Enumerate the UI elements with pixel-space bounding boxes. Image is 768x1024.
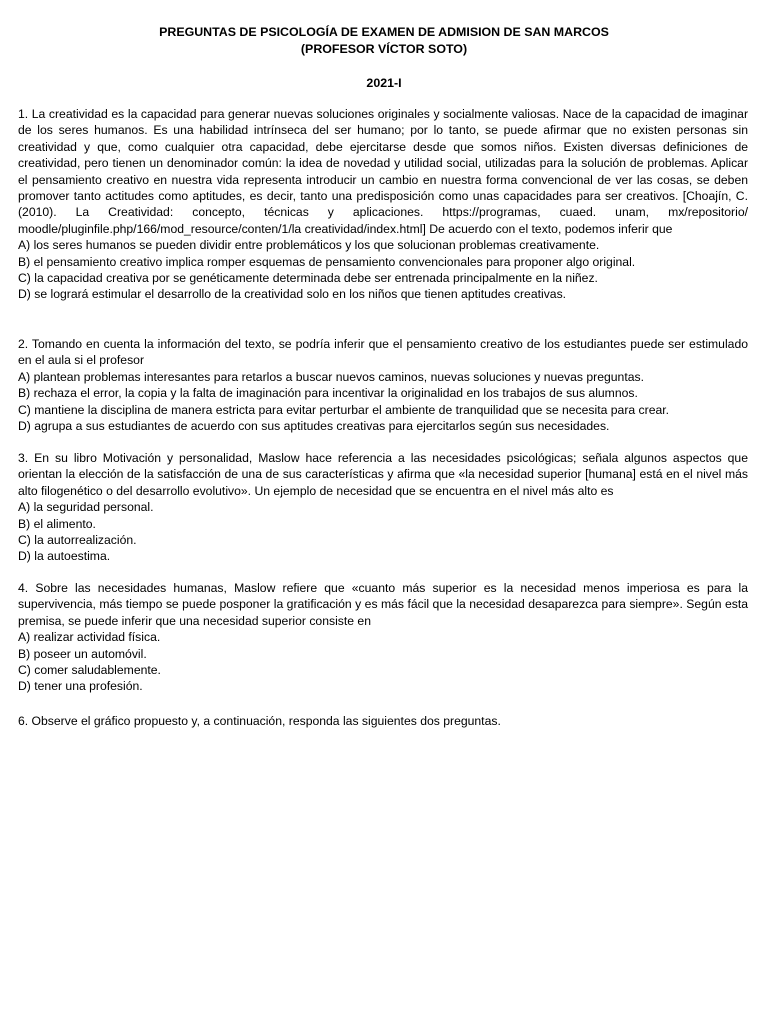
question-4-option-a: A) realizar actividad física. xyxy=(18,630,161,645)
question-2-option-a: A) plantean problemas interesantes para retarlos a buscar nuevos caminos, nuevas soluciones y nuevas preguntas. xyxy=(18,369,644,384)
question-3-stem: 3. En su libro Motivación y personalidad, Maslow hace referencia a las necesidades psicológicas; señala algunos aspectos que orientan la elección de la satisfacción de una de sus características y afirma que «la necesidad superior [humana] está en el nivel más alto filogenético o del desarrollo evolutivo». Un ejemplo de necesidad que se encuentra en el nivel más alto es xyxy=(18,451,748,498)
question-1 xyxy=(18,106,748,303)
question-1-stem: 1. La creatividad es la capacidad para generar nuevas soluciones originales y socialmente valiosas. Nace de la capacidad de imaginar de los seres humanos. Es una habilidad intrínseca del ser humano; por lo tanto, se puede afirmar que no existen personas sin creatividad y que, como cualquier otra capacidad, debe ejercitarse desde que somos niños. Existen diversas definiciones de creatividad, pero tienen un denominador común: la idea de novedad y utilidad social, utilizadas para la solución de problemas. Aplicar el pensamiento creativo en nuestra vida representa introducir un cambio en nuestra forma convencional de ver las cosas, se deben promover tanto actitudes como aptitudes, es decir, tanto una predisposición como unas capacidades para ser creativos. [Choajín, C.(2010). La Creatividad: concepto, técnicas y aplicaciones. https://programas, cuaed. unam, mx/repositorio/ moodle/pluginfile.php/166/mod_resource/conten/1/la creatividad/index.html] De acuerdo con el texto, podemos inferir que xyxy=(18,107,748,236)
question-3-option-a: A) la seguridad personal. xyxy=(18,500,154,515)
question-2-option-c: C) mantiene la disciplina de manera estricta para evitar perturbar el ambiente de tranquilidad que se necesita para crear. xyxy=(18,402,670,417)
question-1-option-b: B) el pensamiento creativo implica romper esquemas de pensamiento convencionales para proponer algo original. xyxy=(18,254,636,269)
question-3-option-b: B) el alimento. xyxy=(18,516,96,531)
question-1-option-d: D) se logrará estimular el desarrollo de la creatividad solo en los niños que tienen aptitudes creativas. xyxy=(18,287,567,302)
question-3-option-d: D) la autoestima. xyxy=(18,549,111,564)
question-1-option-a: A) los seres humanos se pueden dividir entre problemáticos y los que solucionan problemas creativamente. xyxy=(18,238,600,253)
question-4-stem: 4. Sobre las necesidades humanas, Maslow refiere que «cuanto más superior es la necesidad menos imperiosa es para la supervivencia, más tiempo se puede posponer la gratificación y es más fácil que la necesidad desaparezca para siempre». Según esta premisa, se puede inferir que una necesidad superior consiste en xyxy=(18,581,748,628)
document-subtitle: (PROFESOR VÍCTOR SOTO) xyxy=(300,42,468,56)
document-title: PREGUNTAS DE PSICOLOGÍA DE EXAMEN DE ADMISION DE SAN MARCOS xyxy=(159,25,609,39)
question-2-stem: 2. Tomando en cuenta la información del texto, se podría inferir que el pensamiento creativo de los estudiantes puede ser estimulado en el aula si el profesor xyxy=(18,337,748,368)
question-4-option-b: B) poseer un automóvil. xyxy=(18,646,147,661)
question-6 xyxy=(18,713,748,729)
question-2-option-b: B) rechaza el error, la copia y la falta de imaginación para incentivar la originalidad en los trabajos de sus alumnos. xyxy=(18,386,638,401)
question-2-option-d: D) agrupa a sus estudiantes de acuerdo con sus aptitudes creativas para ejercitarlos según sus necesidades. xyxy=(18,419,610,434)
question-4-option-d: D) tener una profesión. xyxy=(18,679,143,694)
question-2 xyxy=(18,336,748,434)
question-4-option-c: C) comer saludablemente. xyxy=(18,663,161,678)
question-6-stem: 6. Observe el gráfico propuesto y, a continuación, responda las siguientes dos preguntas. xyxy=(18,714,501,728)
question-1-option-c: C) la capacidad creativa por se genéticamente determinada debe ser entrenada principalmente en la niñez. xyxy=(18,271,598,286)
question-3-option-c: C) la autorrealización. xyxy=(18,533,137,548)
question-4 xyxy=(18,580,748,695)
question-3 xyxy=(18,450,748,565)
document-year: 2021-I xyxy=(366,76,402,90)
